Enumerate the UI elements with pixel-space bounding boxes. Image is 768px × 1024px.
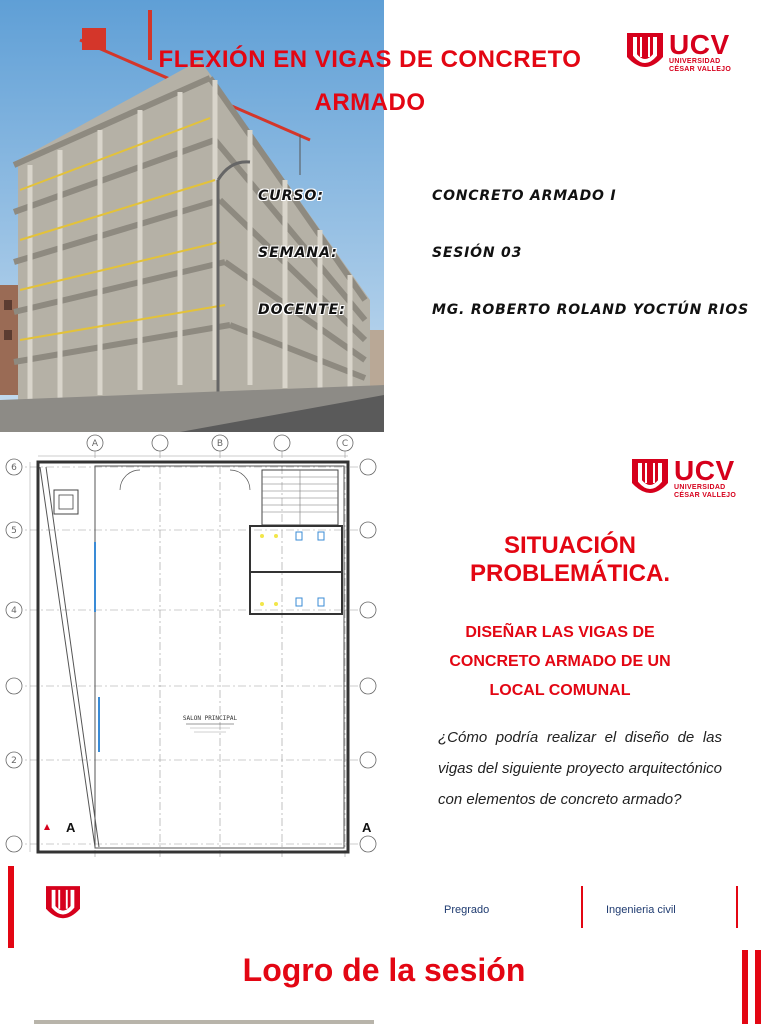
room-label: SALON PRINCIPAL: [182, 715, 238, 722]
slide-objective: [0, 864, 768, 1024]
floor-plan: [0, 432, 384, 864]
section-cut-right: A: [362, 820, 372, 835]
teacher-label: DOCENTE:: [258, 302, 346, 318]
photo-strip: [34, 1020, 374, 1024]
ucv-logo-2: [632, 455, 737, 500]
slide-title: [0, 0, 768, 432]
ucv-shield-icon: [627, 33, 663, 73]
axis-label-c: C: [341, 439, 349, 449]
problem-question: ¿Cómo podría realizar el diseño de las vigas del siguiente proyecto arquitectónico con elementos de concreto armado?: [438, 729, 722, 808]
section-cut-left: A: [66, 820, 76, 835]
logo-sub-2: CÉSAR VALLEJO: [669, 66, 732, 73]
logo-sub-2: CÉSAR VALLEJO: [674, 492, 737, 499]
divider-2: [736, 886, 738, 928]
problem-sub-2: CONCRETO ARMADO DE UN: [449, 653, 671, 670]
problem-title-2: PROBLEMÁTICA.: [470, 560, 670, 587]
slide-title-text: [60, 38, 680, 124]
axis-label-2: 2: [11, 756, 17, 766]
course-label: CURSO:: [258, 188, 325, 204]
ucv-shield-icon: [632, 459, 668, 499]
link-ingenieria[interactable]: Ingenieria civil: [606, 904, 676, 916]
right-red-bar-1: [742, 950, 748, 1024]
left-red-bar: [8, 866, 14, 948]
logo-sub-1: UNIVERSIDAD: [674, 484, 726, 491]
logo-name: UCV: [669, 29, 730, 60]
problem-sub-1: DISEÑAR LAS VIGAS DE: [465, 624, 655, 641]
logo-name: UCV: [674, 455, 735, 486]
right-red-bar-2: [755, 950, 761, 1024]
slide-problem: [0, 432, 768, 864]
title-line-1: FLEXIÓN EN VIGAS DE CONCRETO: [158, 46, 582, 73]
axis-label-6: 6: [11, 463, 17, 473]
problem-title: [420, 532, 720, 588]
link-pregrado[interactable]: Pregrado: [444, 904, 490, 916]
title-line-2: ARMADO: [314, 89, 426, 116]
week-value: SESIÓN 03: [432, 245, 523, 261]
teacher-value: MG. ROBERTO ROLAND YOCTÚN RIOS: [432, 302, 749, 318]
axis-label-a: A: [91, 439, 99, 449]
objective-title: Logro de la sesión: [242, 952, 526, 988]
axis-label-4: 4: [11, 606, 17, 616]
axis-label-b: B: [216, 439, 224, 449]
problem-sub-3: LOCAL COMUNAL: [489, 682, 631, 699]
problem-title-1: SITUACIÓN: [504, 532, 636, 559]
axis-label-5: 5: [11, 526, 17, 536]
divider-1: [581, 886, 583, 928]
problem-subtitle: [410, 618, 710, 705]
logo-sub-1: UNIVERSIDAD: [669, 58, 721, 65]
ucv-shield-icon: [46, 886, 80, 924]
ucv-logo: [627, 29, 732, 74]
course-value: CONCRETO ARMADO I: [432, 188, 617, 204]
week-label: SEMANA:: [258, 245, 338, 261]
